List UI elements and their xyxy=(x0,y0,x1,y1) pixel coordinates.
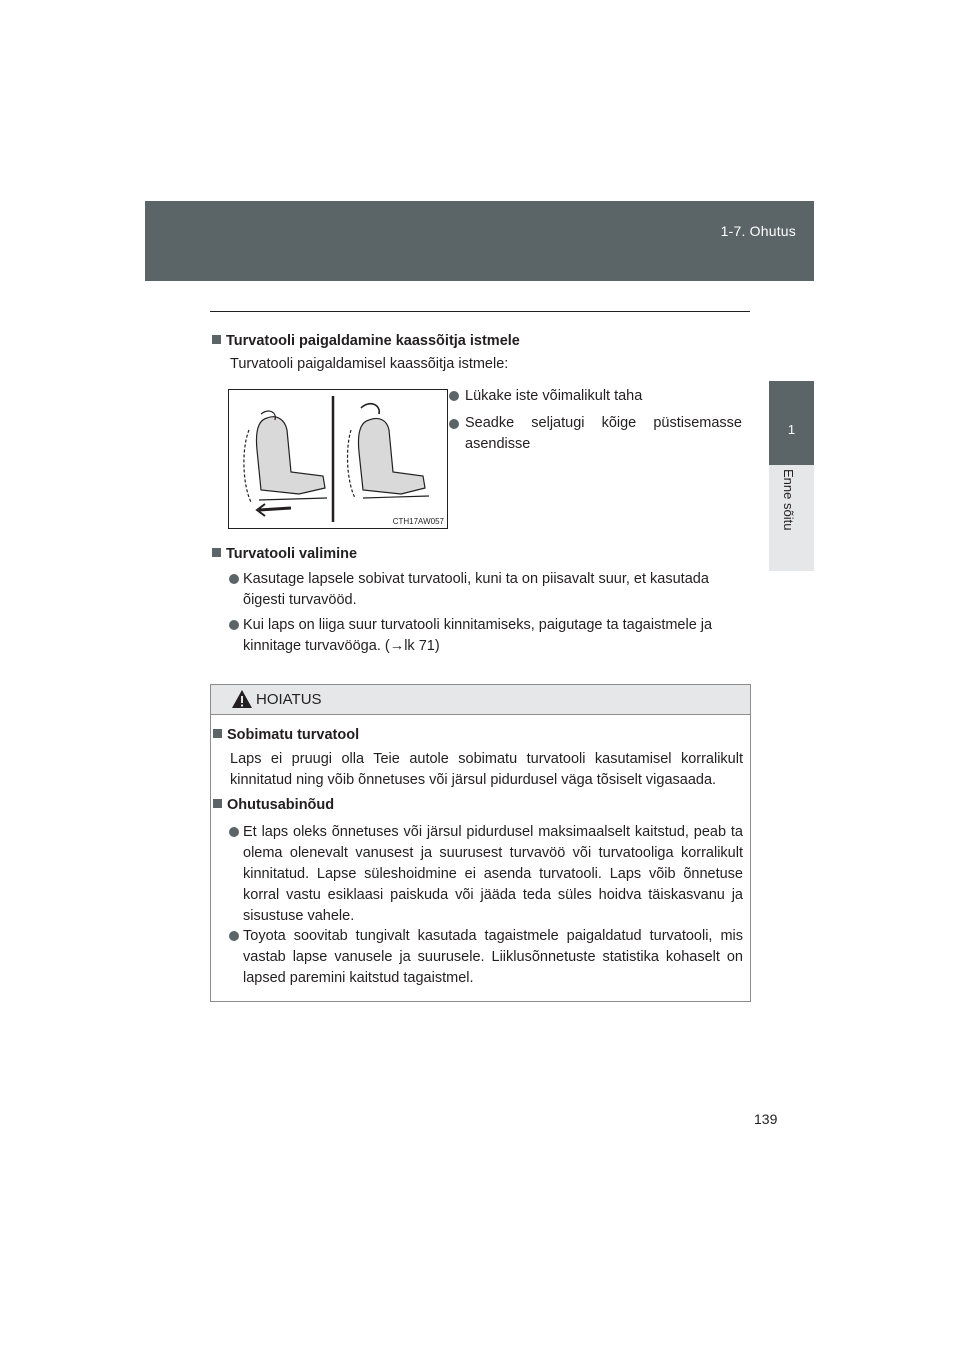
section2-bullet-2: Kui laps on liiga suur turvatooli kinnitamiseks, paigutage ta tagaistmele ja kinnitage turvavööga. (→lk 71) xyxy=(243,617,713,654)
chapter-number: 1 xyxy=(787,422,796,437)
chapter-strip xyxy=(769,465,814,571)
top-rule xyxy=(210,311,750,312)
warning-sub2-bullet-1: Et laps oleks õnnetuses või järsul pidurdusel maksimaalselt kaitstud, peab ta olema olenevalt vanusest ja suurusest turvavöö või turvatooliga korralikult kinnitatud. Lapse süleshoidmine ei asenda turvatooli. Laps võib õnnetuse korral vastu esiklaasi paiskuda või jääda teda süles hoidva täiskasvanu ja sisustuse vahele. xyxy=(243,824,743,924)
bullet-dot-icon xyxy=(449,419,459,429)
bullet-dot-icon xyxy=(229,931,239,941)
bullet-dot-icon xyxy=(229,827,239,837)
bullet-dot-icon xyxy=(229,574,239,584)
warning-header xyxy=(211,685,750,715)
chapter-title: Enne sõitu xyxy=(781,469,796,531)
warning-title: HOIATUS xyxy=(256,691,322,708)
bullet-dot-icon xyxy=(229,620,239,630)
figure-code: CTH17AW057 xyxy=(392,517,444,526)
warning-box xyxy=(210,684,751,1002)
square-bullet-icon xyxy=(213,729,222,738)
seat-drawing xyxy=(229,390,447,528)
page-number: 139 xyxy=(754,1111,778,1127)
section2-heading: Turvatooli valimine xyxy=(212,544,357,565)
section1-intro: Turvatooli paigaldamisel kaassõitja istmele: xyxy=(230,356,509,372)
section1-bullet-1: Lükake iste võimalikult taha xyxy=(465,388,643,404)
header-band xyxy=(145,201,814,281)
chapter-tab xyxy=(769,381,814,465)
section1-heading: Turvatooli paigaldamine kaassõitja istmele xyxy=(212,331,520,352)
warning-sub1-heading: Sobimatu turvatool xyxy=(213,725,359,746)
square-bullet-icon xyxy=(212,548,221,557)
bullet-dot-icon xyxy=(449,391,459,401)
section1-bullet-2: Seadke seljatugi kõige püstisemasse asendisse xyxy=(465,415,742,452)
section2-bullet-1: Kasutage lapsele sobivat turvatooli, kuni ta on piisavalt suur, et kasutada õigesti turvavööd. xyxy=(243,571,709,608)
seat-illustration xyxy=(228,389,448,529)
warning-sub2-bullet-2: Toyota soovitab tungivalt kasutada tagaistmele paigaldatud turvatooli, mis vastab lapse vanusele ja suurusele. Liiklusõnnetuste statistika kohaselt on lapsed paremini kaitstud tagaistmel. xyxy=(243,928,743,986)
warning-sub2-heading: Ohutusabinõud xyxy=(213,795,334,816)
square-bullet-icon xyxy=(212,335,221,344)
warning-sub1-text: Laps ei pruugi olla Teie autole sobimatu turvatooli kasutamisel korralikult kinnitatud ning võib õnnetuses või järsul pidurdusel väga tõsiselt vigasaada. xyxy=(230,751,743,788)
section-label: 1-7. Ohutus xyxy=(720,223,796,239)
warning-triangle-icon xyxy=(231,689,253,709)
square-bullet-icon xyxy=(213,799,222,808)
